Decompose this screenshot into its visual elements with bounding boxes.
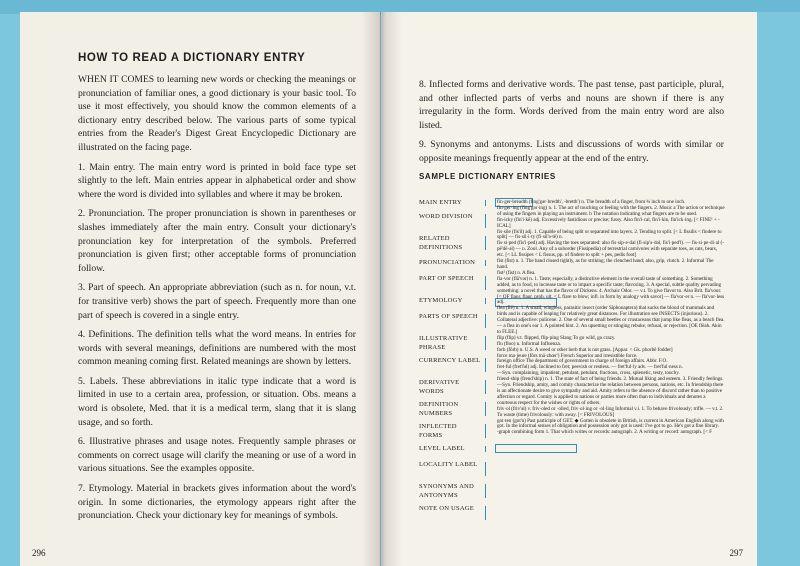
callout-line xyxy=(479,462,486,476)
callout-line xyxy=(479,424,486,438)
label-part-of-speech: PART OF SPEECH xyxy=(419,275,474,282)
label-main-entry: MAIN ENTRY xyxy=(419,199,462,206)
label-related-definitions: RELATED DEFINITIONS xyxy=(419,235,463,251)
item-etymology: 7. Etymology. Material in brackets gives information about the word's origin. In some dictionaries, the etymology appears right after the pronunciation. Check your dictionary key for meanings of symbols. xyxy=(78,483,356,522)
label-level: LEVEL LABEL xyxy=(419,445,465,452)
callout-line xyxy=(479,314,486,328)
item-main-entry: 1. Main entry. The main entry word is printed in bold face type set slightly to the left. Main entries appear in alphabetical order and show where the word is divided into syllables and where it may be broken. xyxy=(78,161,356,200)
dictionary-entry: -graph combining form 1. That which writes or records: autograph. 2. A writing or record: autograph. [< F xyxy=(497,429,712,436)
sample-heading: SAMPLE DICTIONARY ENTRIES xyxy=(419,171,556,181)
item-inflected-forms: 8. Inflected forms and derivative words. The past tense, past participle, plural, and other inflected parts of verbs and nouns are shown if there is any irregularity in the form. Words derived from the main entry word are also listed. xyxy=(419,79,724,131)
dictionary-entry: fis·si·ped (fis'i·ped) adj. Having the toes separated: also fis·sip·e·dal (fi·sip'ə·dəl, fis'i·ped'l). — fis·si·pe·di·al (-pē'dē·əl) — n. Zool. Any of a suborder (Fissipedia) of terrestrial carnivores with separate toes, as cats, bears, etc. [< LL fissipes < L fissus, pp. of findere to split + pes, pedis foot] xyxy=(497,240,724,259)
callout-line xyxy=(479,336,486,350)
label-pronunciation: PRONUNCIATION xyxy=(419,259,476,266)
dictionary-entry: fret·ful (fret'fəl) adj. Inclined to fret; peevish or restless. — fret'ful·ly adv. — fret'ful·ness n. xyxy=(497,364,683,371)
highlight-box xyxy=(495,444,577,453)
item-illustrative-phrases: 6. Illustrative phrases and usage notes. Frequently sample phrases or comments on correct usage will clarify the meaning or use of a word in various situations. See the examples opposite. xyxy=(78,436,356,475)
callout-line xyxy=(479,236,486,250)
label-inflected-forms: INFLECTED FORMS xyxy=(419,423,457,439)
callout-line xyxy=(479,260,486,266)
dictionary-entry: friend·ship (frend'ship) n. 1. The state of fact of being friends. 2. Mutual liking and esteem. 3. Friendly feelings. xyxy=(497,376,724,383)
intro-paragraph: WHEN IT COMES to learning new words or checking the meanings or pronunciation of familiar ones, a good dictionary is your basic tool. To use it most effectively, you should know the common elements of a dictionary entry described below. The various parts of some typical entries from the Reader's Digest Great Encyclopedic Dictionary are illustrated on the facing page. xyxy=(78,74,356,153)
dictionary-entry: forb (fôrb) n. U.S. A weed or other herb that is not grass. [Appar. < Gk. phorbē fodder] xyxy=(497,346,673,353)
label-illustrative-phrase: ILLUSTRATIVE PHRASE xyxy=(419,335,468,351)
dictionary-entries xyxy=(497,200,725,436)
item-part-of-speech: 3. Part of speech. An appropriate abbreviation (such as n. for noun, v.t. for transitive verb) shows the part of speech. Frequently more than one part of speech is covered in a single entry. xyxy=(78,282,356,321)
callout-line xyxy=(479,200,486,206)
label-etymology: ETYMOLOGY xyxy=(419,297,463,304)
dictionary-entry: got·ten (got'n) Past participle of GET. ◆ Gotten is obsolete in British, is current in American English along with got. In the informal senses of obligation and possession only got is used: I've got to go. He's got a fine library. xyxy=(497,417,724,430)
callout-line xyxy=(479,358,486,372)
label-word-division: WORD DIVISION xyxy=(419,213,473,220)
callout-line xyxy=(479,380,486,394)
dictionary-entry: fin·icky (fin'i·kē) adj. Excessively fastidious or precise; fussy. Also fin'i·cal, fin'i·kin, fin'ick·ing. [< FINE¹ + -ICAL] xyxy=(497,216,720,229)
dictionary-entry: fist² (fist) n. A flea. xyxy=(497,269,536,276)
callout-line xyxy=(479,402,486,416)
callout-line xyxy=(479,446,486,452)
item-pronunciation: 2. Pronunciation. The proper pronunciation is shown in parentheses or slashes immediately after the main entry. Consult your dictionary's pronunciation key for interpretation of the symbols. Preferred pronunciation is given first; other acceptable forms of pronunciation follow. xyxy=(78,208,356,274)
label-note-on-usage: NOTE ON USAGE xyxy=(419,505,474,512)
callout-line xyxy=(479,506,486,520)
label-definition-numbers: DEFINITION NUMBERS xyxy=(419,401,459,417)
label-derivative-words: DERIVATIVE WORDS xyxy=(419,379,460,395)
item-definitions: 4. Definitions. The definition tells what the word means. In entries for words with several meanings, definitions are numbered with the most common meaning coming first. Related meanings are shown by letters. xyxy=(78,329,356,368)
callout-line xyxy=(479,214,486,228)
dictionary-entry: fis·sile (fis'il) adj. 1. Capable of being split or separated into layers. 2. Tending to split. [< L fissilis < findere to split] — fis·sil·i·ty (fi·sil'ə·tē) n. xyxy=(497,228,722,241)
sample-dictionary-entries xyxy=(419,198,729,524)
label-locality: LOCALITY LABEL xyxy=(419,461,478,468)
item-labels: 5. Labels. These abbreviations in italic type indicate that a word is limited in use to a certain area, profession, or situation. Obs. means a word is obsolete, Med. that it is a medical term, slang that it is slang usage, and so forth. xyxy=(78,375,356,428)
dictionary-entry: fla·vor (flā'vər) n. 1. Taste; especially, a distinctive element in the overall taste of something. 2. Something added, as to food, to increase taste or to impart a specific taste; flavoring. 3. A special, subtle quality pervading something: a novel that has the flavor of Dickens. 4. Archaic Odor. — v.t. To give flavor to. Also Brit. fla'vour. [< OF flaor, flaur, prob. ult. < L flare to blow; infl. in form by analogy with savor] — fla'vor·er n. — fla'vor·less adj. xyxy=(497,275,725,306)
label-currency: CURRENCY LABEL xyxy=(419,357,481,364)
item-synonyms: 9. Synonyms and antonyms. Lists and discussions of words with similar or opposite meanings frequently appear at the end of the entry. xyxy=(419,139,724,164)
dictionary-entry: —Syn. complaining, impatient, petulant, petulant, fractious, cross, splenetic, testy, touchy. xyxy=(497,370,680,377)
callout-line xyxy=(479,484,486,498)
dictionary-entry: friv·ol (friv'əl) v. friv·oled or ·olled, friv·ol·ing or ·ol·ling Informal v.i. 1. To behave frivolously; trifle. — v.t. 2. To waste (time) frivolously: with away. [< FRIVOLOUS] xyxy=(497,405,724,418)
label-parts-of-speech: PARTS OF SPEECH xyxy=(419,313,478,320)
callout-line xyxy=(479,276,486,290)
dictionary-entry: —Syn. Friendship, amity, and comity characterize the relation between persons, nations, etc. In friendship there is an affectionate desire to give sympathy and aid. Amity refers to the absence of discord rather than to positive affection or regard. Comity is applied to nations or parties more often than to individuals and denotes a courteous respect for the wishes or rights of others. xyxy=(497,382,724,406)
left-page-number: 296 xyxy=(32,548,46,558)
label-synonyms-antonyms: SYNONYMS AND ANTONYMS xyxy=(419,483,474,499)
right-page-number: 297 xyxy=(729,548,743,558)
page-title: HOW TO READ A DICTIONARY ENTRY xyxy=(78,52,306,64)
left-page xyxy=(20,12,380,566)
right-page xyxy=(381,12,757,566)
dictionary-entry: flea (flē) n. 1. A small, wingless, parasitic insect (order Siphonaptera) that sucks the blood of mammals and birds and is capable of leaping for relatively great distances. For illustration see INSECTS (injurious). 2. Collateral adjective: pulicene. 2. One of several small beetles or crustaceans that jump like fleas, as a beach flea. — a flea in one's ear 1. A pointed hint. 2. An upsetting or stinging rebuke, refusal, or rejection. [OE flēah. Akin to FLEE.] xyxy=(497,305,725,335)
callout-line xyxy=(479,298,486,304)
left-page-content xyxy=(78,52,356,529)
dictionary-entry: flip (flip) v.t. flipped, flip·ping Slang To go wild, go crazy. xyxy=(497,334,616,341)
dictionary-entry: force ma·jeure (fôrs mä·zhœr') French Superior and irresistible force. xyxy=(497,352,638,359)
dictionary-entry: fist (fist) n. 1. The hand closed tightly, as for striking; the clenched hand; also, grip, clutch. 2. Informal The hand. xyxy=(497,258,714,270)
dictionary-entry: flu (floo) n. Informal Influenza. xyxy=(497,340,562,347)
dictionary-entry: fin·ger-breadth (fing'gər·bredth', -bretth') n. The breadth of a finger, from ¾ inch to one inch. xyxy=(497,199,686,205)
dictionary-entry: foreign office The department of government in charge of foreign affairs. Abbr. F.O. xyxy=(497,358,668,365)
dictionary-entry: fin·ger·ing (fing'gər·ing) n. 1. The act of touching or feeling with the fingers. 2. Music a The action or technique of using the fingers in playing an instrument. b The notation indicating what fingers are to be used. xyxy=(497,204,725,217)
book-gutter xyxy=(362,12,402,566)
right-page-content xyxy=(419,78,724,187)
background-edge xyxy=(757,12,800,566)
